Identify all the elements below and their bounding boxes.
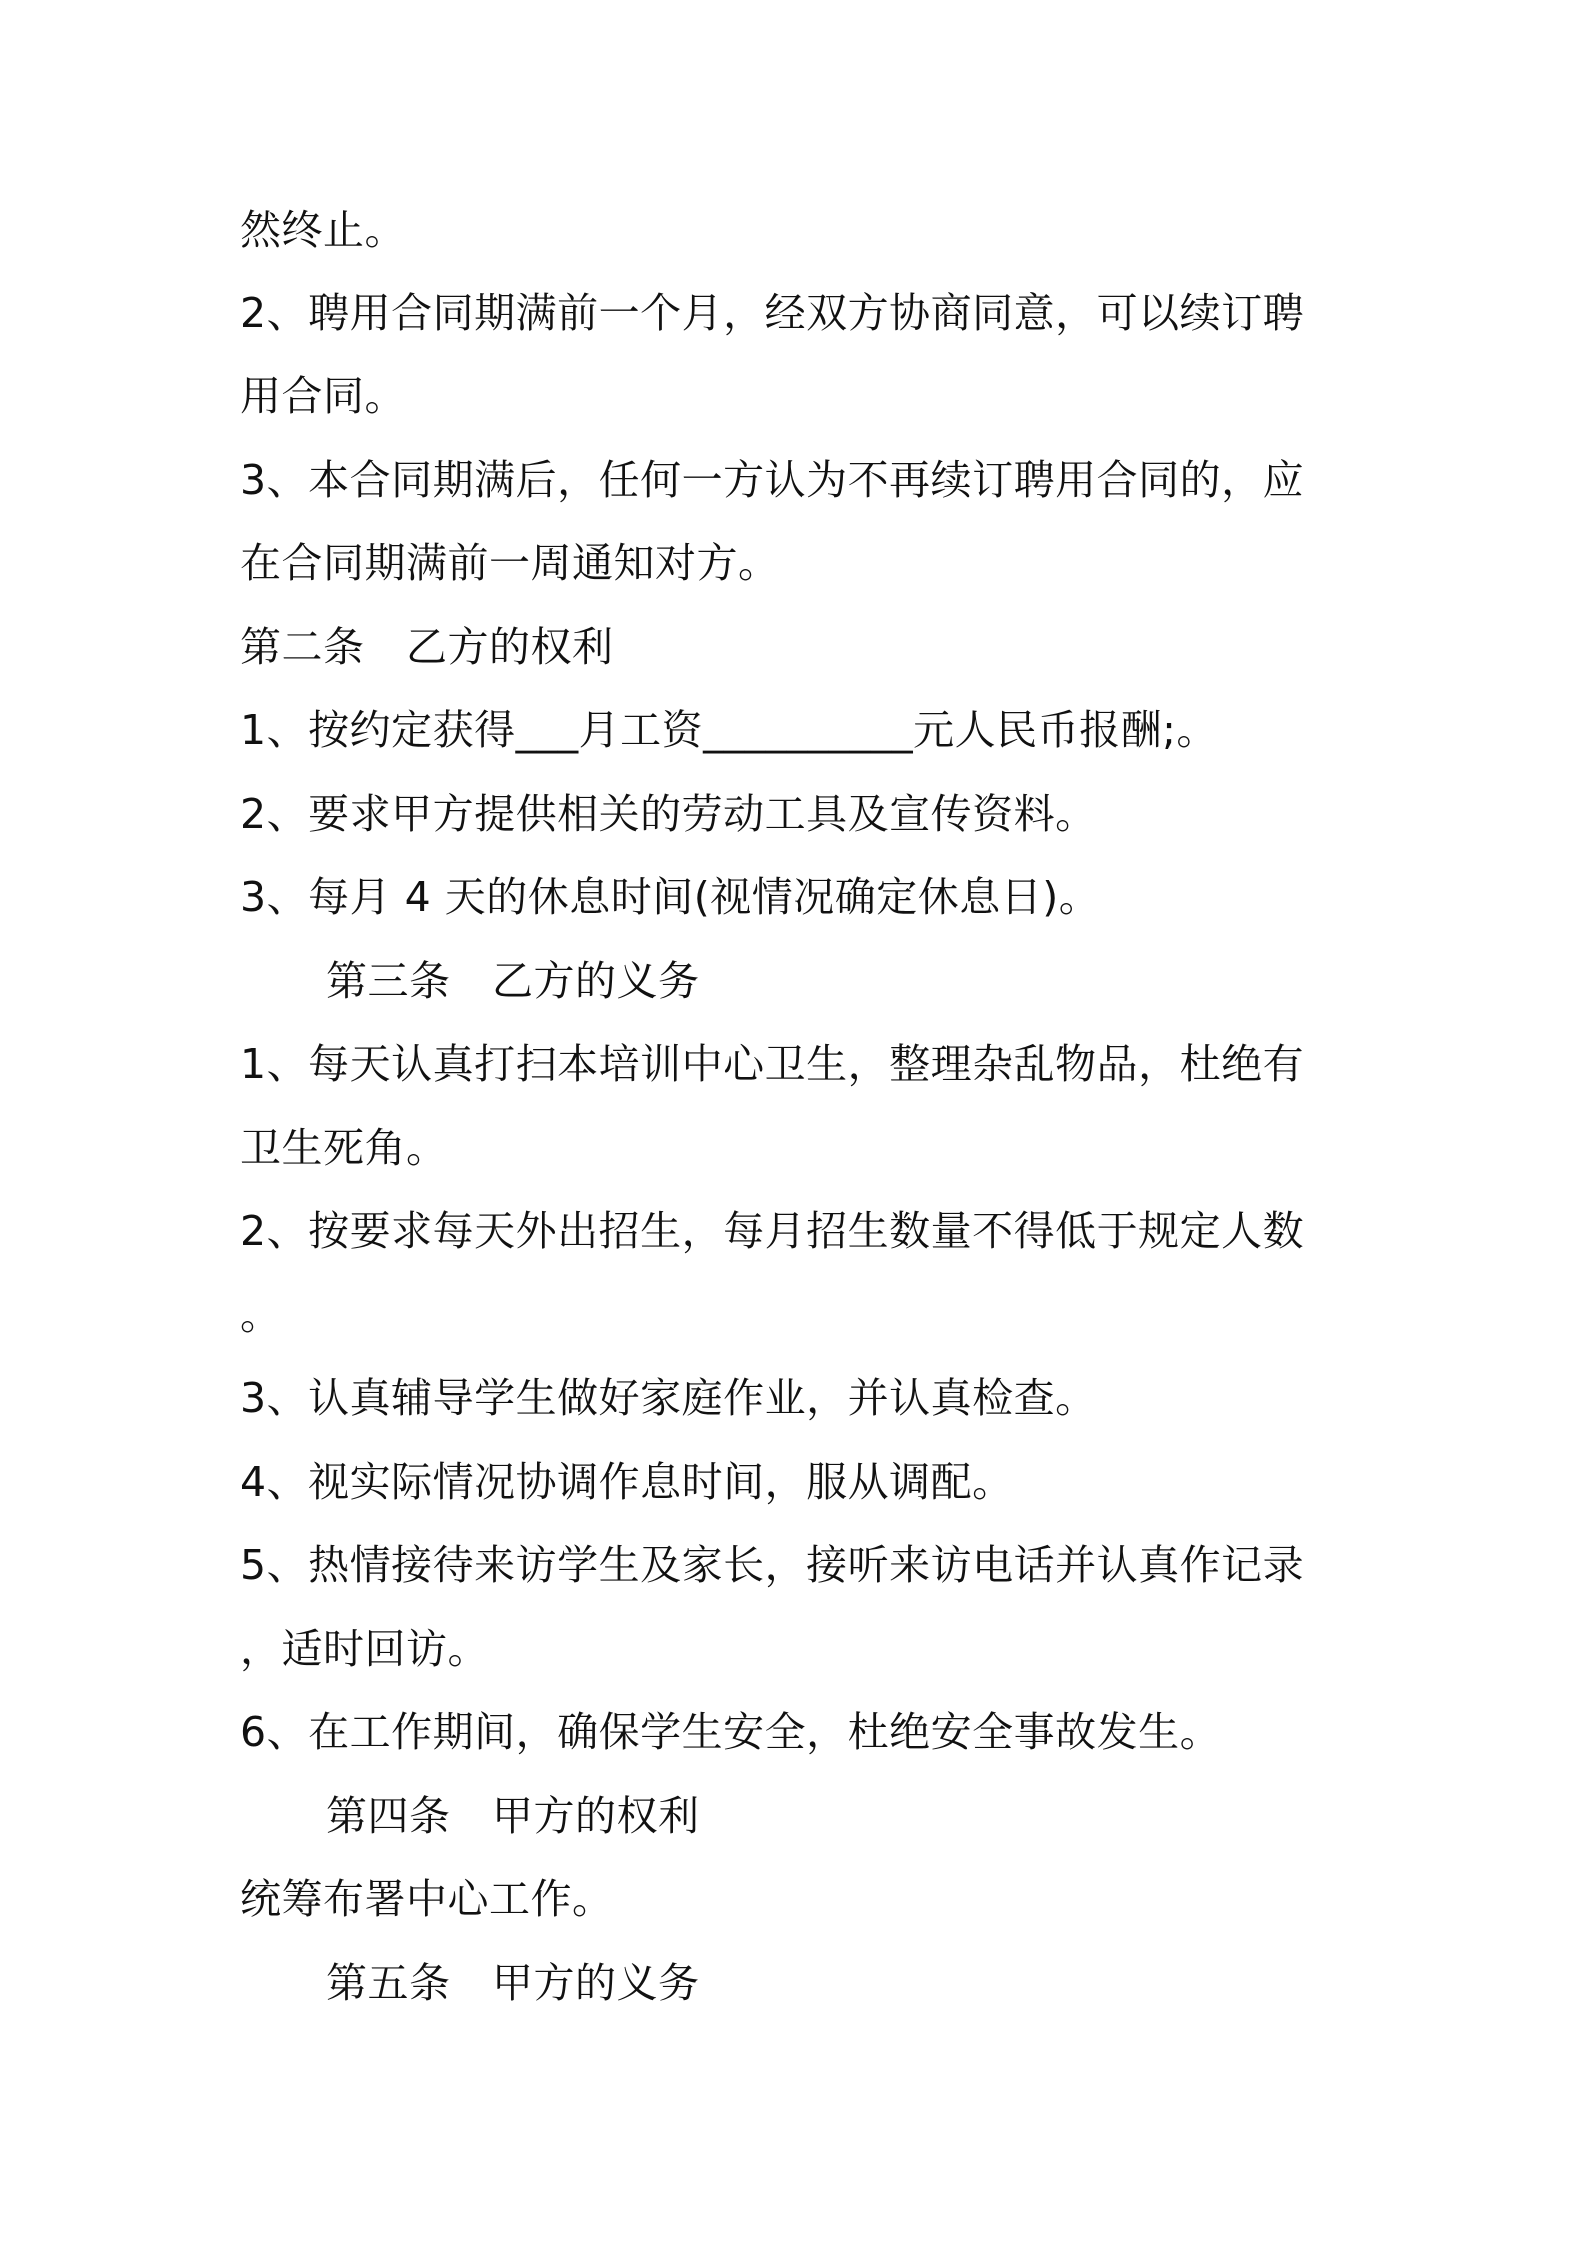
text-line: ，适时回访。 [240,1625,489,1673]
text-line: 用合同。 [240,372,406,420]
text-line: 1、按约定获得___月工资__________元人民币报酬;。 [240,706,1218,754]
section-heading: 第四条 甲方的权利 [326,1792,700,1840]
text-line: 统筹布署中心工作。 [240,1875,614,1923]
text-line: 在合同期满前一周通知对方。 [240,539,780,587]
text-line: 2、聘用合同期满前一个月，经双方协商同意，可以续订聘 [240,289,1305,337]
text-line: 6、在工作期间，确保学生安全，杜绝安全事故发生。 [240,1708,1222,1756]
text-line: 然终止。 [240,206,406,254]
text-line: 3、每月 4 天的休息时间(视情况确定休息日)。 [240,873,1101,921]
text-line: 2、要求甲方提供相关的劳动工具及宣传资料。 [240,790,1097,838]
text-line: 2、按要求每天外出招生，每月招生数量不得低于规定人数 [240,1207,1305,1255]
text-line: 3、本合同期满后，任何一方认为不再续订聘用合同的，应 [240,456,1305,504]
text-line: 3、认真辅导学生做好家庭作业，并认真检查。 [240,1374,1097,1422]
text-line: 5、热情接待来访学生及家长，接听来访电话并认真作记录 [240,1541,1305,1589]
section-heading: 第三条 乙方的义务 [326,957,700,1005]
text-line: 1、每天认真打扫本培训中心卫生，整理杂乱物品，杜绝有 [240,1040,1305,1088]
text-line: 4、视实际情况协调作息时间，服从调配。 [240,1458,1014,1506]
section-heading: 第五条 甲方的义务 [326,1959,700,2007]
section-heading: 第二条 乙方的权利 [240,623,614,671]
text-line: 。 [240,1291,282,1339]
text-line: 卫生死角。 [240,1124,448,1172]
